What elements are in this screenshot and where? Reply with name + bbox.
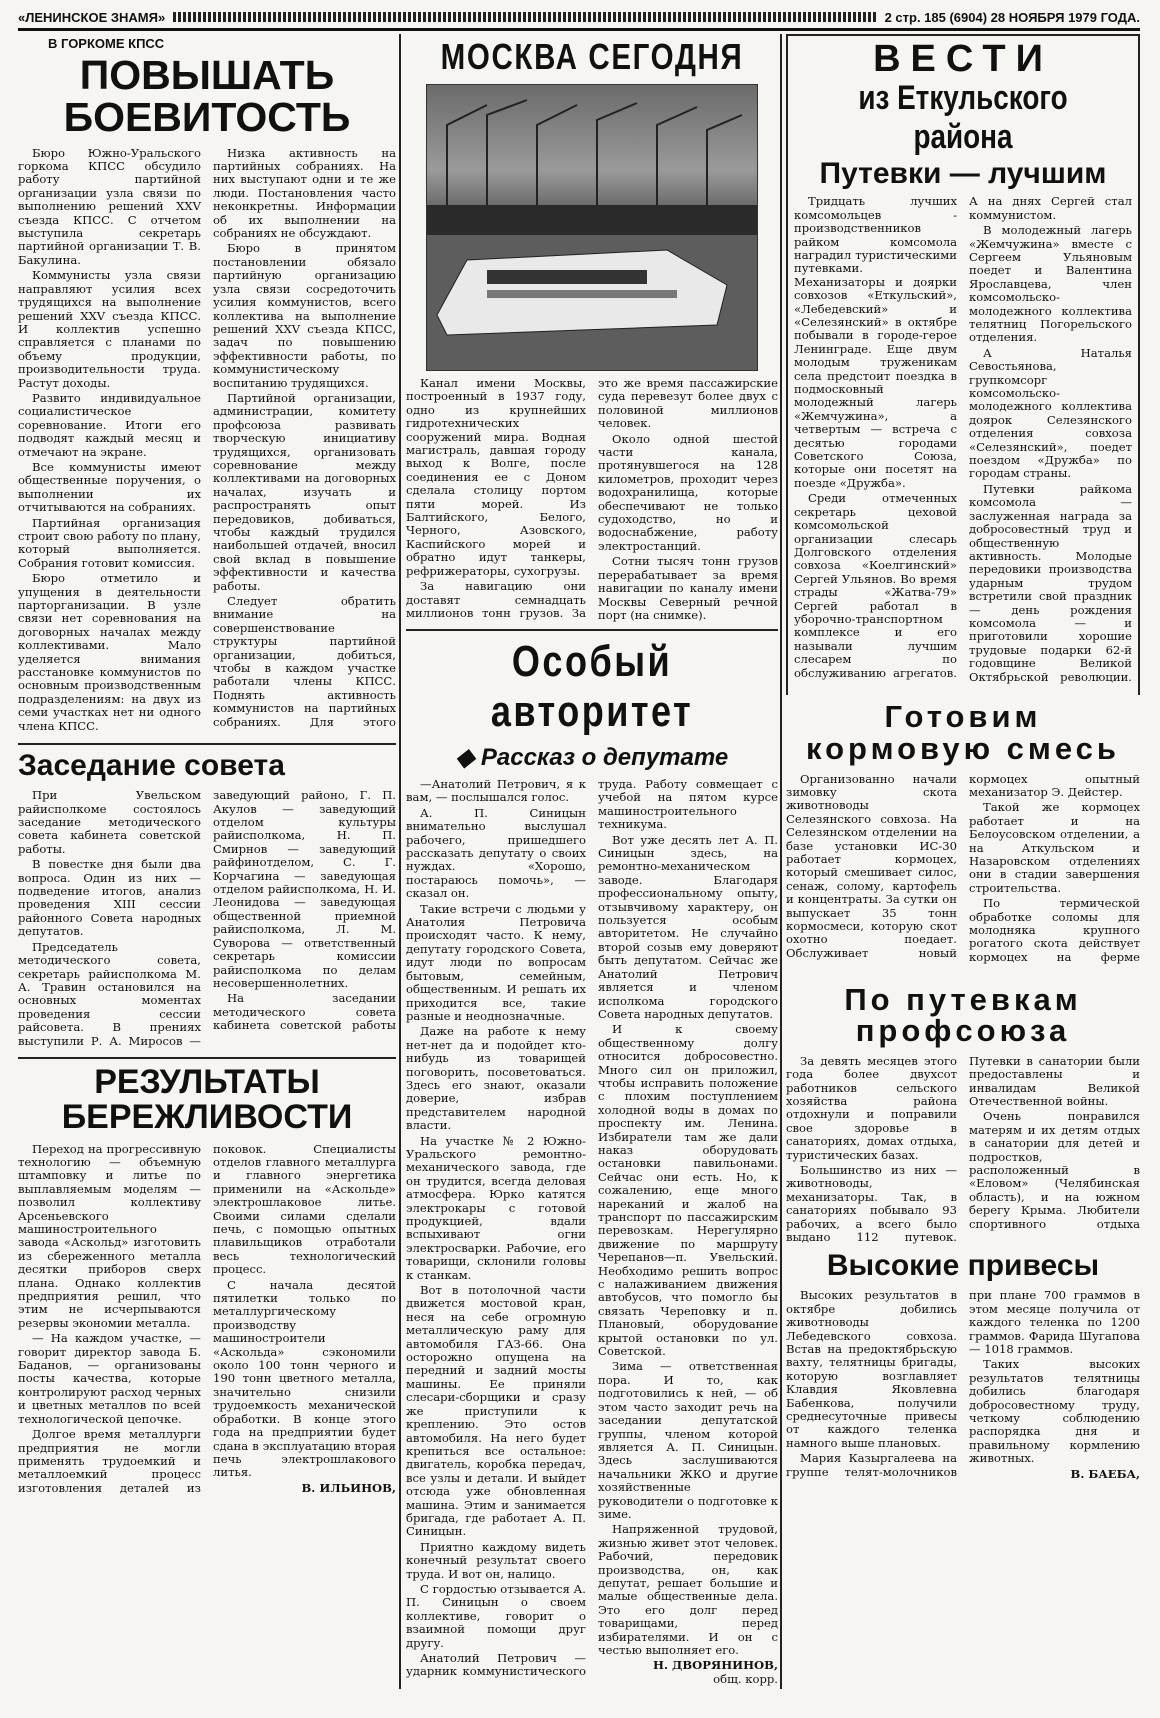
- column-middle: [406, 34, 778, 1691]
- headline-moskva: МОСКВА СЕГОДНЯ: [440, 36, 744, 77]
- article-body-zasedanie: При Увельском райисполкоме состоялось заседание методического совета кабинета советской работы. В повестке дня были два вопроса. Один из них — подведение итогов, анализ проведения XIII сессии районного Совета народных депутатов. Председатель методического совета, секретарь райисполкома М. А. Травин остановился на основных моментах проведения сессии райсовета. В прениях выступили Р. А. Миросов — заведующий районо, Г. П. Акулов — заведующий отделом культуры райисполкома, Н. П. Смирнов — заведующий райфинотделом, С. Г. Корчагина — заведующая отделом райисполкома, Н. И. Леонидова — заведующая общественной приемной райисполкома, Л. М. Суворова — ответственный секретарь комиссии райисполкома по делам несовершеннолетних. На заседании методического совета кабинета советской работы: [18, 789, 396, 1048]
- photo-caption: Канал имени Москвы, построенный в 1937 году, одно из крупнейших гидротехнических сооружений мира. Водная магистраль, давшая городу выход к Волге, после соединения ее с Доном сделала столицу портом пяти морей. Из Балтийского, Белого, Черного, Азовского, Каспийского морей и обратно идут танкеры, рефрижераторы, сухогрузы. За навигацию они доставят семнадцать миллионов тонн грузов. За это же время пассажирские суда перевезут более двух с половиной миллионов человек. Около одной шестой части канала, протянувшегося на 128 километров, проходит через водохранилища, которые обеспечивают не только судоходство, но и водоснабжение, работу электростанций. Сотни тысяч тонн грузов перерабатывает за время навигации по каналу имени Москвы Северный речной порт (на снимке).: [406, 377, 778, 622]
- article-body-profsoyuz: За девять месяцев этого года более двухсот работников сельского хозяйства района отдохнули и поправили свое здоровье в санаториях, домах отдыха, туристических базах. Большинство из них — животноводы, механизаторы. Так, в санаториях побывало 93 рабочих, а всего было выдано 112 путевок. Путевки в санатории были предоставлены и инвалидам Великой Отечественной войны. Очень понравился матерям и их детям отдых в санатории для детей и подростков, расположенный в «Еловом» (Челябинская область), и на южном берегу Крыма. Любители спортивного отдыха: [786, 1054, 1140, 1245]
- headline-rezultaty: РЕЗУЛЬТАТЫ БЕРЕЖЛИВОСТИ: [61, 1063, 353, 1136]
- article-body-putevki: Тридцать лучших комсомольцев - производственников райком комсомола наградил туристическими путевками. Механизаторы и доярки совхозов «Еткульский», «Лебедевский» и «Селезянский» в октябре побывали в городе-герое Ленинграде. Еще двум молодым труженикам села предстоит поездка в подмосковный молодежный лагерь «Жемчужина», а четвертым — встреча с десятью городами Советского Союза, которые они посетят на поезде «Дружба». Среди отмеченных секретарь цеховой комсомольской организации слесарь Долговского отделения совхоза «Коелгинский» Сергей Ульянов. Во время страды «Жатва-79» Сергей работал в уборочно-транспортном комплексе и его называли лучшим слесарем по обслуживанию агрегатов. А на днях Сергей стал коммунистом. В молодежный лагерь «Жемчужина» вместе с Сергеем Ульяновым поедет и Валентина Ярославцева, член комсомольско-молодежного коллектива телятниц Погорельского отделения. А Наталья Севостьянова, групкомсорг комсомольско-молодежного коллектива доярок Селезянского отделения совхоза «Селезянский», поедет поездом «Дружба» по городам страны. Путевки райкома комсомола — заслуженная награда за добросовестный труд и общественную активность. Молодые передовики производства ударным трудом встретили свой праздник — день рождения комсомола — и приготовили хорошие трудовые подарки 62-й годовщине Великой Октябрьской революции.: [794, 195, 1132, 684]
- headline-privesy: Высокие привесы: [826, 1248, 1100, 1282]
- article-body-rezultaty: Переход на прогрессивную технологию — объемную штамповку и литье по выплавляемым моделям — позволил коллективу Арсеньевского машиностроительного завода «Аскольд» изготовить из сбереженного металла десятки приборов сверх плана. Однако коллектив предприятия решил, что этим не исчерпываются резервы экономии металла. — На каждом участке, — говорит директор завода Б. Баданов, — организованы посты качества, которые контролируют расход черных и цветных металлов по всей технологической цепочке. Долгое время металлурги предприятия не могли применять трудоемкий и металлоемкий процесс изготовления деталей из поковок. Специалисты отделов главного металлурга и главного энергетика применили на «Аскольде» электрошлаковое литье. Своими силами сделали печь, с помощью опытных плавильщиков отработали весь технологический процесс. С начала десятой пятилетки только по металлургическому производству машиностроители «Аскольда» сэкономили около 100 тонн черного и 190 тонн цветного металла, значительно снизили трудоемкость механической обработки. В конце этого года на предприятии будет сдана в эксплуатацию вторая печь электрошлакового литья. В. ИЛЬИНОВ,: [18, 1143, 396, 1499]
- headline-putevki: Путевки — лучшим: [819, 156, 1107, 190]
- headline-avtoritet: Особый авторитет: [490, 637, 694, 736]
- subheadline: ◆ Рассказ о депутате: [455, 744, 729, 771]
- port-photo: [426, 84, 758, 371]
- section-divider: [18, 743, 396, 745]
- headline-po-putevkam: По путевкам профсоюза: [844, 981, 1082, 1049]
- byline: В. ИЛЬИНОВ,: [301, 1480, 396, 1495]
- masthead: [18, 6, 1140, 31]
- rubric: В ГОРКОМЕ КПСС: [48, 36, 165, 51]
- masthead-rule: [173, 12, 876, 22]
- column-right: [786, 34, 1140, 1691]
- column-left: [18, 34, 396, 1691]
- article-body-privesy: Высоких результатов в октябре добились животноводы Лебедевского совхоза. Встав на предоктябрьскую вахту, телятницы бригады, которую возглавляет Клавдия Яковлевна Бабенкова, получили среднесуточные привесы от каждого теленка намного выше плановых. Мария Казыргалеева на группе телят-молочников при плане 700 граммов в этом месяце получила от каждого теленка по 1200 граммов. Фарида Шугапова — 1018 граммов. Таких высоких результатов телятницы добились благодаря добросовестному труду, четкому соблюдению распорядка дня и правильному кормлению животных. В. БАЕБА,: [786, 1289, 1140, 1489]
- column-divider: [780, 34, 782, 1689]
- column-divider: [399, 34, 401, 1689]
- section-divider: [406, 629, 778, 631]
- article-body-gotovim: Организованно начали зимовку скота животноводы Селезянского совхоза. На Селезянском отделении на базе установки ИС-30 работает кормоцех, который смешивает силос, сенаж, солому, картофель и концентраты. За сутки он выпускает 35 тонн кормосмеси, которую скот охотно поедает. Обслуживает новый кормоцех опытный механизатор Э. Дейстер. Такой же кормоцех работает и на Белоусовском отделении, а на Аткульском и Назаровском отделениях они в стадии завершения строительства. По термической обработке соломы для молодняка крупного рогатого скота действует кормоцех на ферме: [786, 772, 1140, 964]
- vesti-box: [786, 34, 1140, 695]
- masthead-date: 2 стр. 185 (6904) 28 НОЯБРЯ 1979 ГОДА.: [884, 9, 1140, 25]
- article-body-avtoritet: —Анатолий Петрович, я к вам, — послышался голос. А. П. Синицын внимательно выслушал рабочего, пришедшего рассказать депутату о своих нуждах. «Хорошо, постараюсь помочь», — сказал он. Такие встречи с людьми у Анатолия Петровича происходят часто. К нему, депутату городского Совета, идут люди по вопросам бытовым, семейным, общественным. И решать их приходится все, такие разные и неоднозначные. Даже на работе к нему нет-нет да и подойдет кто-нибудь из товарищей поговорить, посоветоваться. Здесь его знают, оказали доверие, избрав представителем народной власти. На участке № 2 Южно-Уральского ремонтно-механического завода, где он трудится, всегда деловая атмосфера. Юрко катятся электрокары с готовой продукцией, вдали вспыхивают огни электросварки. Рабочие, его товарищи, склонили головы к станкам. Вот в потолочной части движется мостовой кран, неся на себе огромную металлическую раму для автомобиля ГАЗ-66. Она осторожно опущена на передний и задний мосты машины. Ее приняли слесари-сборщики и сразу же приступили к креплению. Это остов автомобиля. На него будет крепиться все остальное: двигатель, коробка передач, все узлы и детали. И выйдет отсюда уже обновленная машина. Этим и занимается бригада, где работает А. П. Синицын. Приятно каждому видеть конечный результат своего труда. И вот он, налицо. С гордостью отзывается А. П. Синицын о своем коллективе, говорит о взаимной помощи друг другу. Анатолий Петрович — ударник коммунистического труда. Работу совмещает с учебой на пятом курсе машиностроительного техникума. Вот уже десять лет А. П. Синицын здесь, на ремонтно-механическом заводе. Благодаря профессиональному опыту, отзывчивому характеру, он пользуется особым авторитетом. Не случайно второй созыв ему доверяют быть депутатом. Сейчас же Анатолий Петрович является и членом исполкома городского Совета народных депутатов. И к своему общественному долгу относится добросовестно. Много сил он приложил, чтобы исправить положение с плохим поступлением холодной воды в домах по проспекту им. Ленина. Избиратели там же дали наказ оборудовать остановки павильонами. Сейчас они есть. Но, к сожалению, еще много нареканий и жалоб на транспорт по пассажирским перевозкам. Нерегулярно движение по маршруту Черепанов—п. Увельский. Необходимо решить вопрос с налаживанием движения автобусов, что помогло бы связать Череповку и п. Плановый, оборудование крытой остановки по ул. Советской. Зима — ответственная пора. И то, как подготовились к ней, — об этом часто заходит речь на заседании депутатской группы, членом которой является А. П. Синицын. Здесь заслушиваются начальники ЖКО и другие хозяйственные руководители о подготовке к зиме. Напряженной трудовой, жизнью живет этот человек. Рабочий, передовик производства, он, как депутат, решает большие и малые общественные дела. Это его долг перед товарищами, перед избирателями. И он с честью выполняет его. Н. ДВОРЯНИНОВ, общ. корр.: [406, 778, 778, 1686]
- ship-image: [427, 85, 757, 370]
- headline-vesti: ВЕСТИ: [873, 38, 1053, 80]
- byline: В. БАЕБА,: [1070, 1466, 1140, 1481]
- headline-etkul: из Еткульского района: [858, 78, 1068, 156]
- masthead-title: «ЛЕНИНСКОЕ ЗНАМЯ»: [18, 9, 166, 25]
- headline-zasedanie: Заседание совета: [18, 748, 285, 782]
- byline: Н. ДВОРЯНИНОВ, общ. корр.: [653, 1658, 778, 1686]
- headline-gotovim: Готовим кормовую смесь: [806, 699, 1120, 766]
- section-divider: [18, 1057, 396, 1059]
- headline-povyshat: ПОВЫШАТЬ БОЕВИТОСТЬ: [63, 52, 351, 140]
- article-body-povyshat: Бюро Южно-Уральского горкома КПСС обсудило работу партийной организации узла связи по выполнению решений XXV съезда КПСС. С отчетом выступила секретарь партийной организации Т. В. Бакулина. Коммунисты узла связи направляют усилия всех трудящихся на выполнение решений XXV съезда КПСС. И коллектив успешно справляется с планами по объему продукции, производительности труда. Растут доходы. Развито индивидуальное социалистическое соревнование. Итоги его подводят каждый месяц и отмечают на экране. Все коммунисты имеют общественные поручения, о выполнении их отчитываются на собраниях. Партийная организация строит свою работу по плану, который выполняется. Собрания готовит комиссия. Бюро отметило и упущения в деятельности парторганизации. В узле связи нет соревнования на договорных началах между коллективами. Мало уделяется внимания расстановке коммунистов по основным производственным подразделениям: на двух из семи участках нет ни одного члена КПСС. Низка активность на партийных собраниях. На них выступают одни и те же люди. Постановления часто неконкретны. Информации об их выполнении на собраниях не обсуждают. Бюро в принятом постановлении обязало партийную организацию узла связи сосредоточить усилия коммунистов, всего коллектива на выполнение решений XXV съезда КПСС, задач по повышению эффективности работы, по коммунистическому воспитанию трудящихся. Партийной организации, администрации, комитету профсоюза развивать творческую инициативу трудящихся, организовать соревнование между коллективами на договорных началах, изучать и распространять опыт передовиков, добиваться, чтобы каждый трудился наибольшей отдачей, вносил свой вклад в повышение эффективности и качества работы. Следует обратить внимание на совершенствование структуры партийной организации, добиться, чтобы в каждом участке работали члены КПСС. Поднять активность коммунистов на партийных собраниях. Для этого: [18, 146, 396, 733]
